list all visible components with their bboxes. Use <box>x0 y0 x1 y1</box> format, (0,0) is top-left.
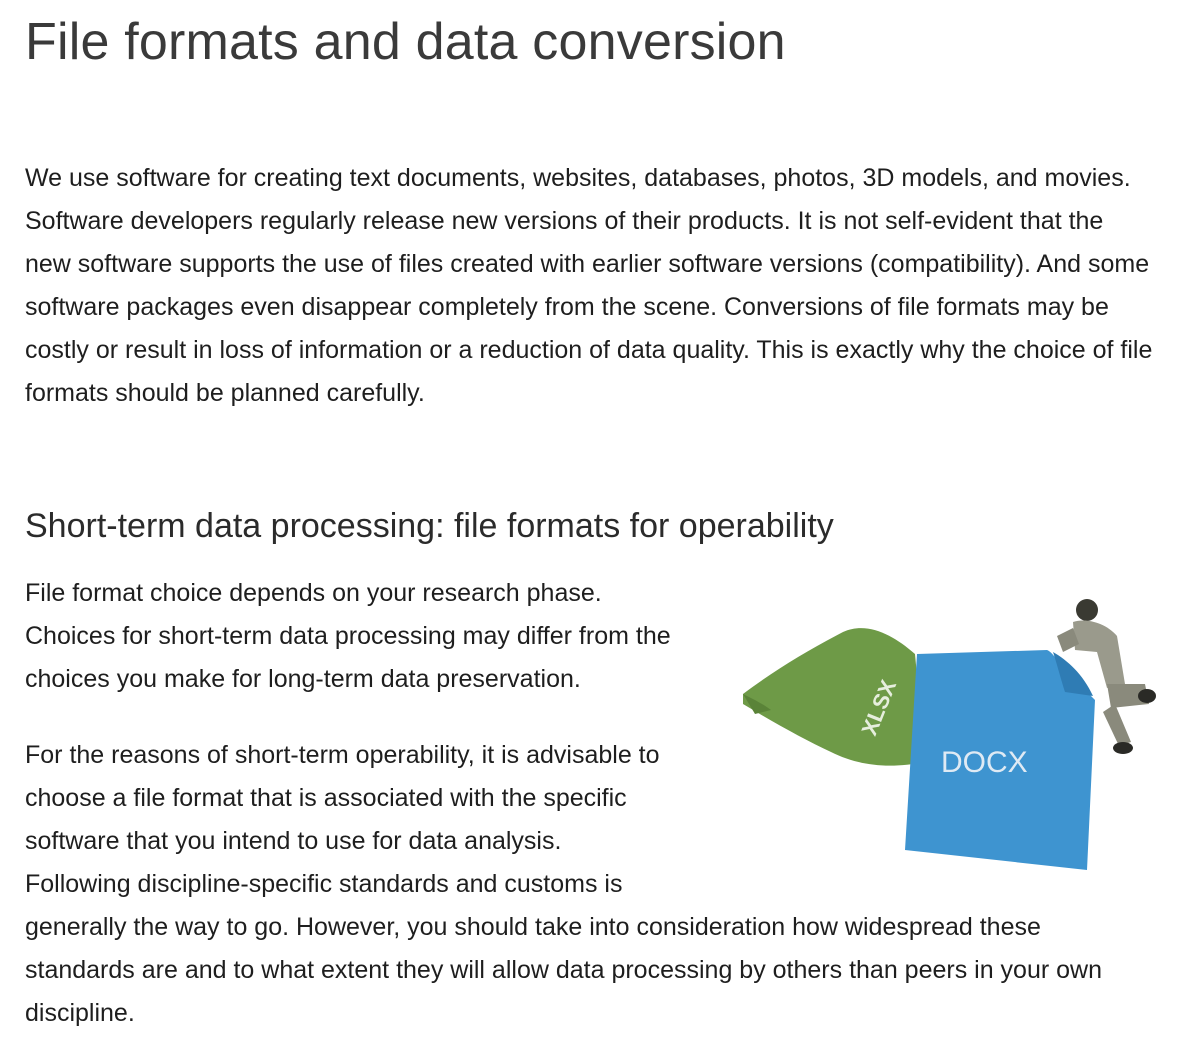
docx-label: DOCX <box>941 746 1028 779</box>
section-paragraph-2: For the reasons of short-term operability, it is advisable to choose a file format that is associated with the specific software that you intend to use for data analysis. Following discipline-specific standards and customs is generally the way to go. However, you should take into consideration how widespread these standards are and to what extent they will allow data processing by others than peers in your own discipline. <box>25 741 1103 1027</box>
xlsx-label: XLSX <box>856 676 902 739</box>
xlsx-file-icon <box>743 628 925 766</box>
docx-file-icon <box>905 650 1095 870</box>
page-title: File formats and data conversion <box>25 13 786 71</box>
file-formats-illustration <box>735 592 1165 892</box>
section-heading: Short-term data processing: file formats for operability <box>25 507 834 545</box>
intro-paragraph: We use software for creating text documents, websites, databases, photos, 3D models, and movies. Software developers regularly release new versions of their products. It is not self-evident that the new software supports the use of files created with earlier software versions (compatibility). And some software packages even disappear completely from the scene. Conversions of file formats may be costly or result in loss of information or a reduction of data quality. This is exactly why the choice of file formats should be planned carefully. <box>25 164 1153 407</box>
section-paragraph-1: File format choice depends on your research phase. Choices for short-term data processing may differ from the choices you make for long-term data preservation. <box>25 579 671 693</box>
